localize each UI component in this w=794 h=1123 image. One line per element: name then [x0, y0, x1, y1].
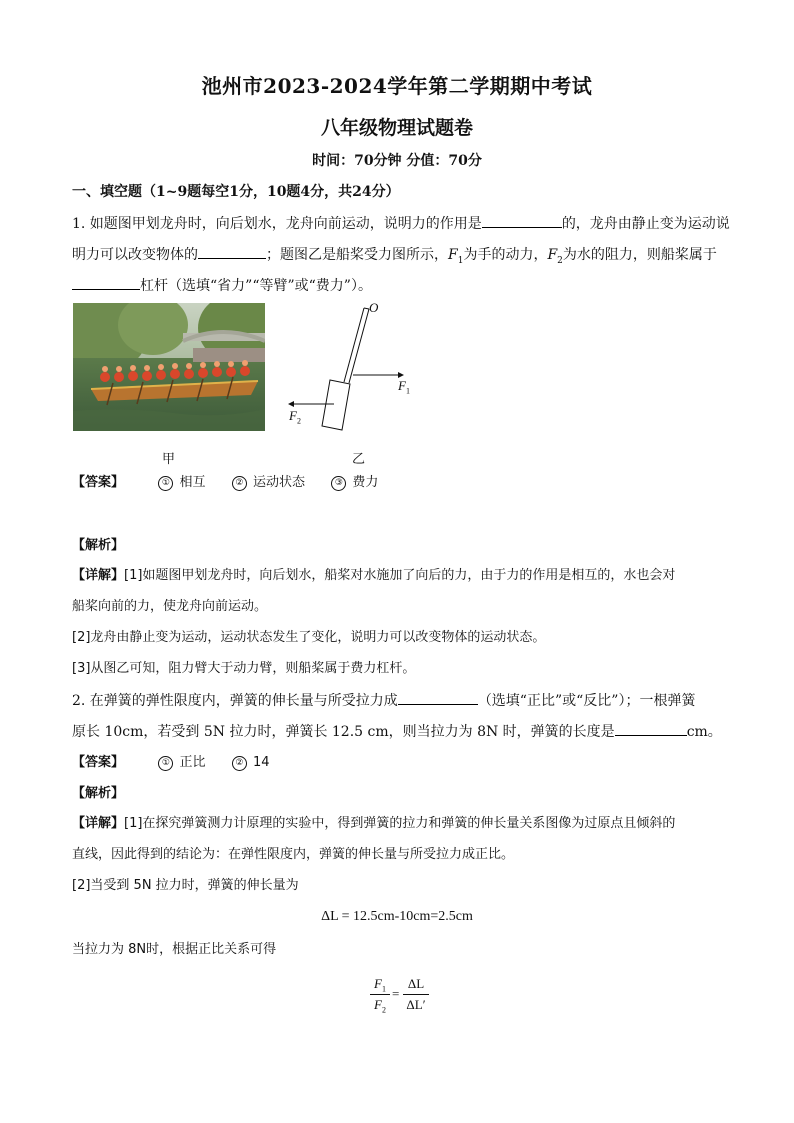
q1-answer	[72, 472, 400, 493]
answer-tag: 【答案】	[72, 755, 125, 770]
frac-sub: 1	[381, 984, 386, 994]
dragon-boat-photo	[73, 303, 265, 431]
f1-symbol: F	[448, 247, 458, 263]
frac-right-bar	[403, 994, 429, 995]
q1-detail-1b: 船桨向前的力，使龙舟向前运动。	[72, 599, 268, 614]
answer-text: 运动状态	[252, 475, 305, 490]
detail-text: [1]在探究弹簧测力计原理的实验中，得到弹簧的拉力和弹簧的伸长量关系图像为过原点且倾斜的	[124, 816, 676, 831]
q2-text: 原长 10cm，若受到 5N 拉力时，弹簧长 12.5 cm，则当拉力为 8N 时，弹簧的长度是	[72, 724, 615, 740]
frac-left-num	[370, 976, 390, 994]
q2-answer	[72, 752, 291, 773]
marker: ①	[158, 756, 173, 771]
q2-detail-1a	[72, 814, 675, 834]
q1-text: 1. 如题图甲划龙舟时，向后划水，龙舟向前运动，说明力的作用是	[72, 216, 482, 232]
f2-label	[289, 408, 301, 426]
f1-subscript: 1	[457, 255, 464, 266]
frac-left-bar	[370, 994, 390, 995]
caption-yi: 乙	[352, 452, 366, 467]
q1-answer-3	[331, 473, 378, 493]
q2-text: cm。	[686, 724, 722, 740]
q1-blank-3	[72, 275, 140, 290]
detail-text: [1]如题图甲划龙舟时，向后划水，船桨对水施加了向后的力，由于力的作用是相互的，水也会对	[124, 568, 676, 583]
marker: ①	[158, 476, 173, 491]
frac-symbol: F	[374, 997, 382, 1012]
detail-tag: 【详解】	[72, 568, 125, 583]
caption-jia: 甲	[162, 452, 176, 467]
q1-blank-2	[198, 244, 266, 259]
q2-text: （选填“正比”或“反比”）；一根弹簧	[477, 693, 696, 709]
frac-sub: 2	[381, 1005, 386, 1015]
q2-detail-3: 当拉力为 8N时，根据正比关系可得	[72, 942, 277, 957]
frac-right-den: ΔL′	[406, 997, 426, 1012]
q1-detail-2: [2]龙舟由静止变为运动，运动状态发生了变化，说明力可以改变物体的运动状态。	[72, 630, 546, 645]
q1-detail-1a	[72, 566, 675, 586]
dragon-boat-illustration	[73, 303, 265, 431]
q1-detail-3: [3]从图乙可知，阻力臂大于动力臂，则船桨属于费力杠杆。	[72, 661, 416, 676]
q1-line2	[72, 244, 717, 271]
f2-subscript: 2	[557, 255, 563, 266]
f1-label	[398, 378, 410, 396]
section-heading: 一、填空题（1~9题每空1分，10题4分，共24分）	[72, 184, 400, 200]
answer-text: 14	[252, 755, 270, 770]
q1-text: 的，龙舟由静止变为运动说	[561, 216, 730, 232]
answer-text: 相互	[179, 475, 206, 490]
q1-blank-1	[482, 213, 562, 228]
f2-label-letter: F	[289, 408, 297, 423]
f1-arrow	[353, 372, 404, 378]
oar-force-diagram	[280, 298, 430, 438]
q2-detail-2: [2]当受到 5N 拉力时，弹簧的伸长量为	[72, 878, 299, 893]
q2-analysis	[72, 783, 124, 804]
q2-text: 2. 在弹簧的弹性限度内，弹簧的伸长量与所受拉力成	[72, 693, 398, 709]
oar-blade	[322, 380, 350, 430]
q2-blank-1	[398, 690, 478, 705]
answer-text: 费力	[352, 475, 379, 490]
equation-delta-l: ΔL = 12.5cm-10cm=2.5cm	[321, 909, 473, 924]
f1-label-letter: F	[398, 378, 406, 393]
marker: ②	[232, 756, 247, 771]
frac-symbol: F	[374, 976, 382, 991]
analysis-tag: 【解析】	[72, 786, 125, 801]
q1-answer-2	[232, 473, 305, 493]
f1-label-sub: 1	[405, 386, 410, 396]
equals-sign: =	[392, 986, 400, 1001]
pivot-label: O	[369, 300, 379, 315]
q1-text: 杠杆（选填“省力”“等臂”或“费力”）。	[140, 278, 372, 294]
q1-text: ；题图乙是船桨受力图所示，	[266, 247, 448, 263]
ratio-formula	[370, 976, 430, 1026]
q1-line3	[72, 275, 372, 296]
q1-answer-1	[158, 473, 205, 493]
q2-line2	[72, 721, 722, 742]
q1-analysis	[72, 535, 124, 556]
q2-line1	[72, 690, 695, 711]
q2-detail-1b: 直线，因此得到的结论为：在弹性限度内，弹簧的伸长量与所受拉力成正比。	[72, 847, 515, 862]
frac-left-den	[370, 997, 390, 1015]
q1-line1	[72, 213, 730, 234]
detail-tag: 【详解】	[72, 816, 125, 831]
marker: ③	[331, 476, 346, 491]
analysis-tag: 【解析】	[72, 538, 125, 553]
exam-title: 池州市2023-2024学年第二学期期中考试	[201, 74, 593, 98]
f2-label-sub: 2	[296, 416, 301, 426]
paper-name: 八年级物理试题卷	[320, 117, 473, 139]
f2-symbol: F	[547, 247, 558, 263]
q2-answer-1	[158, 753, 205, 773]
time-score: 时间：70分钟 分值：70分	[312, 153, 482, 169]
q1-text: 为水的阻力，则船桨属于	[562, 247, 717, 263]
answer-tag: 【答案】	[72, 475, 125, 490]
q1-text: 明力可以改变物体的	[72, 247, 198, 263]
q2-answer-2	[232, 753, 270, 773]
q1-text: 为手的动力，	[463, 247, 548, 263]
answer-text: 正比	[179, 755, 206, 770]
marker: ②	[232, 476, 247, 491]
frac-right-num: ΔL	[407, 976, 425, 991]
q2-blank-2	[615, 721, 687, 736]
oar-shaft	[344, 308, 369, 383]
